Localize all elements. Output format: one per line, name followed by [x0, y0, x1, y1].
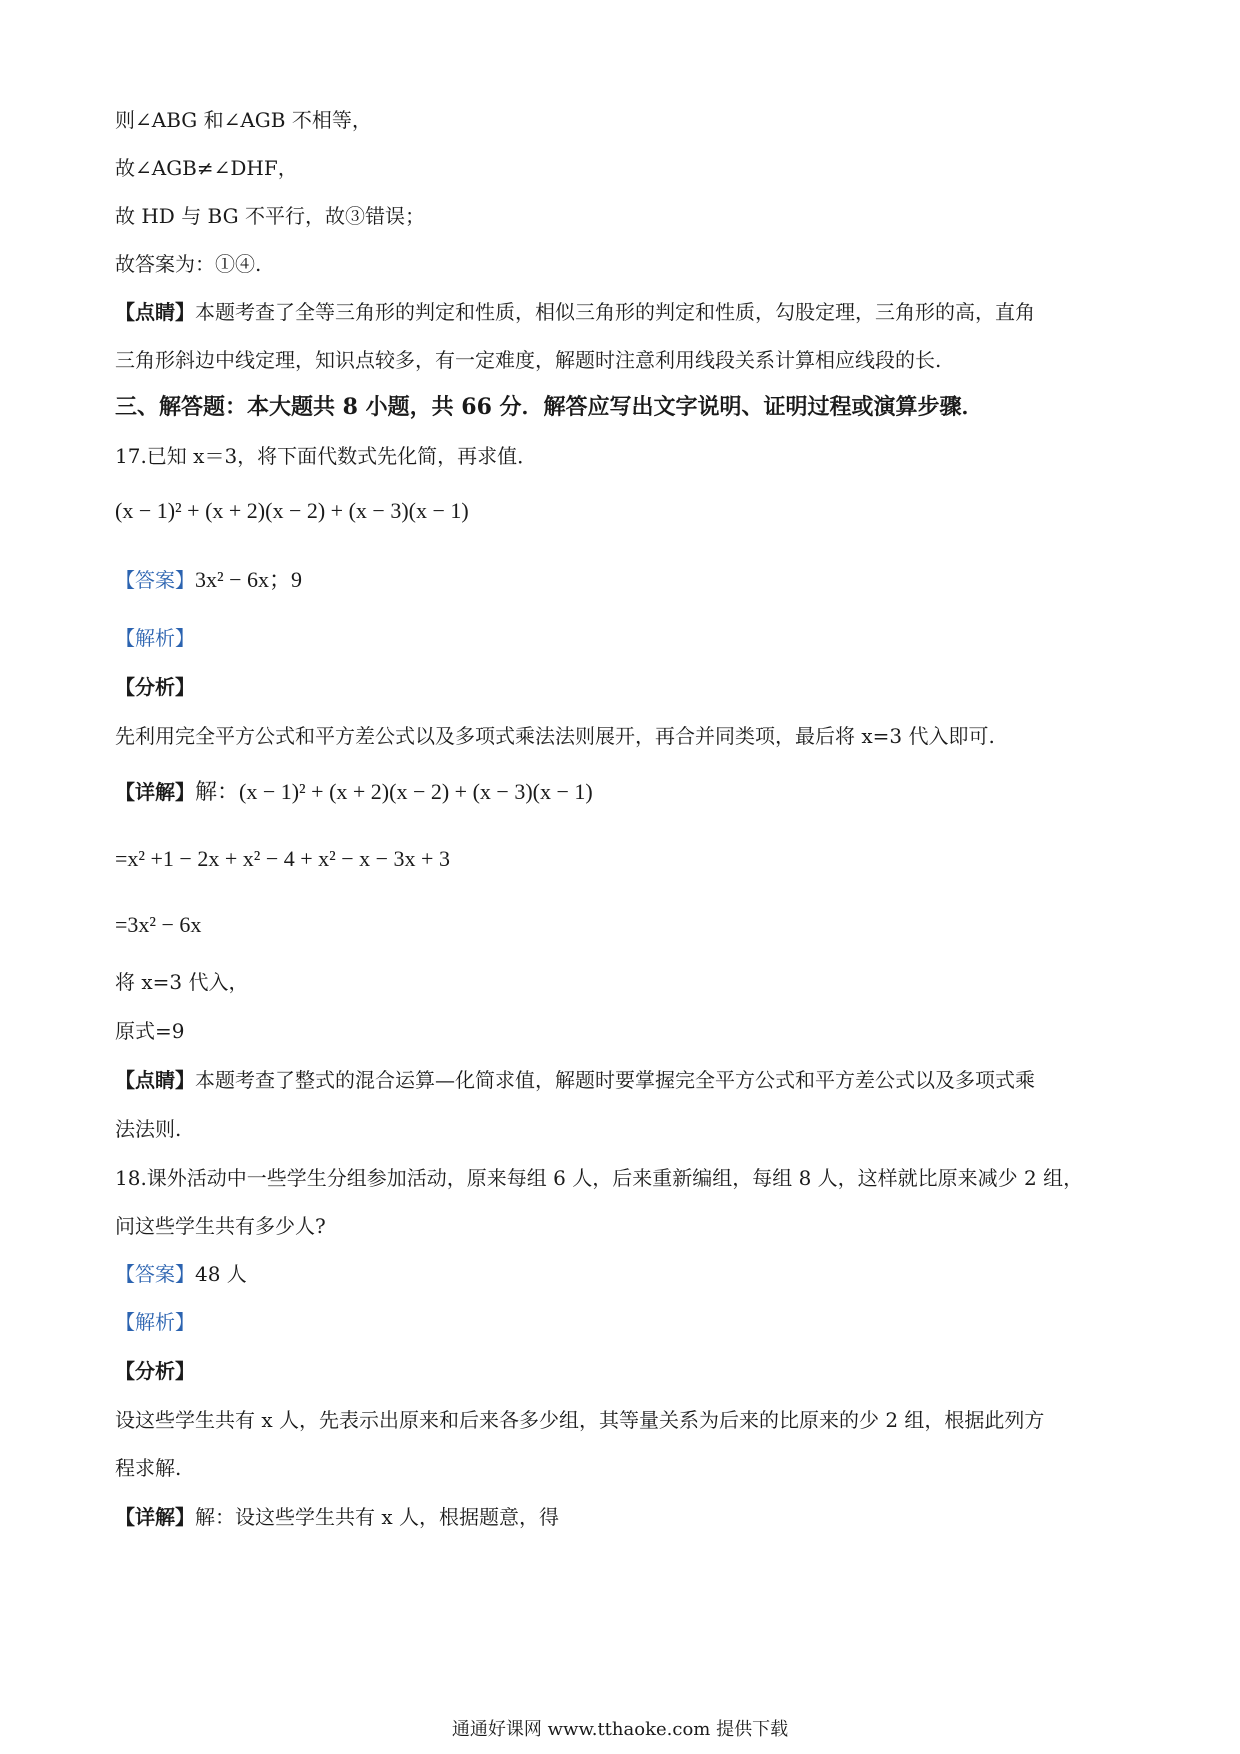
line-angle-agb: 故∠AGB≠∠DHF，	[115, 156, 298, 180]
fenxi-text-1: 先利用完全平方公式和平方差公式以及多项式乘法法则展开，再合并同类项，最后将 x=3 代入即可.	[115, 724, 995, 748]
comment-continuation: 法法则.	[115, 1117, 182, 1141]
section-heading: 三、解答题：本大题共 8 小题，共 66 分．解答应写出文字说明、证明过程或演算步骤．	[115, 394, 984, 420]
comment-tag: 【点睛】	[115, 300, 195, 324]
answer-tag: 【答案】	[115, 1262, 195, 1286]
fenxi-text-2-line-2: 程求解.	[115, 1456, 182, 1480]
fenxi-tag-2: 【分析】	[115, 1359, 195, 1383]
xiangjie-text: 解：(x − 1)² + (x + 2)(x − 2) + (x − 3)(x − 1)	[195, 779, 593, 804]
question-17: 17.已知 x＝3，将下面代数式先化简，再求值．	[115, 444, 538, 468]
question-18-line-1: 18.课外活动中一些学生分组参加活动，原来每组 6 人，后来重新编组，每组 8 人，这样就比原来减少 2 组，	[115, 1166, 1084, 1190]
xiangjie-tag: 【详解】	[115, 780, 195, 804]
xiangjie-tag: 【详解】	[115, 1505, 195, 1529]
line-angle-abg: 则∠ABG 和∠AGB 不相等，	[115, 108, 372, 132]
question-18-line-2: 问这些学生共有多少人?	[115, 1214, 326, 1238]
result-line: 原式=9	[115, 1019, 185, 1043]
analysis-tag-1: 【解析】	[115, 626, 195, 650]
comment-text: 本题考查了全等三角形的判定和性质，相似三角形的判定和性质，勾股定理，三角形的高，直角	[195, 300, 1035, 324]
fenxi-text-2-line-1: 设这些学生共有 x 人，先表示出原来和后来各多少组，其等量关系为后来的比原来的少 2 组，根据此列方	[115, 1408, 1045, 1432]
page-footer: 通通好课网 www.tthaoke.com 提供下载	[451, 1719, 789, 1740]
line-answer-summary: 故答案为：①④.	[115, 252, 262, 276]
substitute-line: 将 x=3 代入，	[115, 970, 249, 994]
answer-value: 3x² − 6x；9	[195, 567, 303, 592]
answer-18	[115, 1260, 247, 1288]
xiangjie-block-2	[115, 1503, 559, 1531]
comment-block-1	[115, 298, 1035, 326]
answer-value: 48 人	[195, 1262, 247, 1286]
xiangjie-text: 解：设这些学生共有 x 人，根据题意，得	[195, 1505, 559, 1529]
xiangjie-block-1	[115, 778, 593, 806]
question-17-expression: (x − 1)² + (x + 2)(x − 2) + (x − 3)(x − 1)	[115, 498, 469, 523]
answer-tag: 【答案】	[115, 568, 195, 592]
simplified-step: =3x² − 6x	[115, 912, 202, 937]
comment-text: 本题考查了整式的混合运算—化简求值，解题时要掌握完全平方公式和平方差公式以及多项式乘	[195, 1068, 1035, 1092]
comment-continuation: 三角形斜边中线定理，知识点较多，有一定难度，解题时注意利用线段关系计算相应线段的长.	[115, 348, 942, 372]
line-hd-bg: 故 HD 与 BG 不平行，故③错误；	[115, 204, 425, 228]
comment-tag: 【点睛】	[115, 1068, 195, 1092]
expansion-step: =x² +1 − 2x + x² − 4 + x² − x − 3x + 3	[115, 846, 450, 871]
analysis-tag-2: 【解析】	[115, 1310, 195, 1334]
fenxi-tag-1: 【分析】	[115, 675, 195, 699]
comment-block-2	[115, 1066, 1035, 1094]
answer-17	[115, 566, 302, 594]
